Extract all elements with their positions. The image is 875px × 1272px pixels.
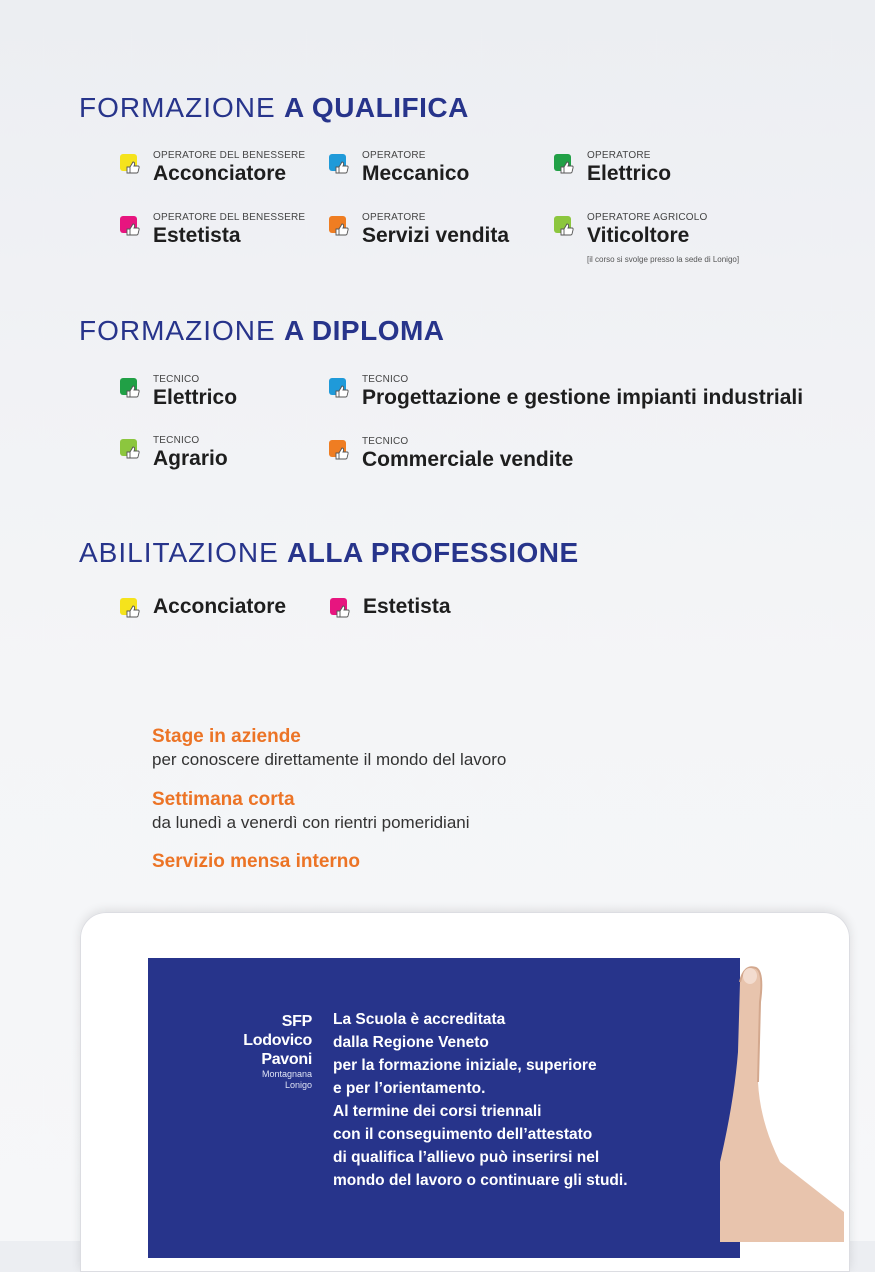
section-title-bold: ALLA PROFESSIONE: [287, 537, 579, 568]
course-sub: TECNICO: [153, 435, 200, 446]
course-agrario: [153, 435, 228, 471]
section-title-bold: A QUALIFICA: [283, 92, 469, 123]
section-title-light: FORMAZIONE: [79, 315, 276, 346]
text-line: Al termine dei corsi triennali: [333, 1103, 542, 1120]
feature-settimana: [152, 788, 470, 834]
thumbs-up-icon: [329, 378, 351, 400]
feature-stage: [152, 725, 506, 771]
course-elettrico-qualifica: [587, 150, 671, 186]
course-meccanico: [362, 150, 469, 186]
section-title-qualifica: [79, 92, 469, 124]
thumbs-up-icon: [329, 154, 351, 176]
course-acconciatore-abilitazione: [153, 595, 286, 619]
thumbs-up-icon: [554, 154, 576, 176]
course-sub: TECNICO: [362, 374, 409, 385]
course-commerciale-vendite: [362, 436, 573, 472]
course-name: Meccanico: [362, 162, 470, 185]
course-name: Acconciatore: [153, 162, 287, 185]
feature-desc: da lunedì a venerdì con rientri pomeridiani: [152, 813, 470, 832]
section-title-diploma: [79, 315, 445, 347]
text-line: mondo del lavoro o continuare gli studi.: [333, 1172, 628, 1189]
feature-title: Servizio mensa interno: [152, 851, 361, 872]
logo-line3: Pavoni: [261, 1051, 312, 1068]
course-name: Acconciatore: [153, 595, 287, 618]
thumbs-up-icon: [554, 216, 576, 238]
course-note: [il corso si svolge presso la sede di Lonigo]: [587, 255, 740, 264]
section-title-light: ABILITAZIONE: [79, 537, 279, 568]
course-acconciatore-qualifica: [153, 150, 305, 186]
thumbs-up-icon: [120, 216, 142, 238]
course-sub: TECNICO: [362, 436, 409, 447]
course-name: Commerciale vendite: [362, 448, 574, 471]
text-line: e per l’orientamento.: [333, 1080, 486, 1097]
course-sub: OPERATORE: [362, 212, 426, 223]
feature-title: Settimana corta: [152, 789, 295, 810]
feature-mensa: [152, 850, 360, 874]
course-name: Progettazione e gestione impianti industriali: [362, 386, 804, 409]
thumbs-up-icon: [120, 439, 142, 461]
course-estetista-qualifica: [153, 212, 305, 248]
thumbs-up-icon: [120, 378, 142, 400]
text-line: di qualifica l’allievo può inserirsi nel: [333, 1149, 600, 1166]
feature-desc: per conoscere direttamente il mondo del lavoro: [152, 750, 507, 769]
section-title-light: FORMAZIONE: [79, 92, 276, 123]
hand-image: [720, 962, 844, 1242]
text-line: dalla Regione Veneto: [333, 1034, 489, 1051]
thumbs-up-icon: [329, 216, 351, 238]
feature-title: Stage in aziende: [152, 726, 301, 747]
thumbs-up-icon: [329, 440, 351, 462]
section-title-abilitazione: [79, 537, 579, 569]
text-line: per la formazione iniziale, superiore: [333, 1057, 597, 1074]
course-elettrico-diploma: [153, 374, 237, 410]
logo-line2: Lodovico: [243, 1032, 312, 1049]
thumbs-up-icon: [330, 598, 352, 620]
school-logo: [222, 1012, 312, 1091]
course-sub: TECNICO: [153, 374, 200, 385]
course-sub: OPERATORE AGRICOLO: [587, 212, 708, 223]
course-sub: OPERATORE DEL BENESSERE: [153, 212, 306, 223]
thumbs-up-icon: [120, 598, 142, 620]
course-name: Estetista: [363, 595, 451, 618]
course-viticoltore: [587, 212, 739, 266]
course-sub: OPERATORE DEL BENESSERE: [153, 150, 306, 161]
course-progettazione: [362, 374, 803, 410]
course-name: Estetista: [153, 224, 241, 247]
course-sub: OPERATORE: [362, 150, 426, 161]
course-name: Elettrico: [153, 386, 238, 409]
text-line: La Scuola è accreditata: [333, 1011, 506, 1028]
course-name: Servizi vendita: [362, 224, 510, 247]
logo-place2: Lonigo: [284, 1080, 312, 1090]
logo-line1: SFP: [281, 1013, 312, 1030]
text-line: con il conseguimento dell’attestato: [333, 1126, 593, 1143]
course-name: Agrario: [153, 447, 228, 470]
course-estetista-abilitazione: [363, 595, 451, 619]
course-name: Elettrico: [587, 162, 672, 185]
accreditation-text: [333, 1008, 673, 1192]
thumbs-up-icon: [120, 154, 142, 176]
course-servizi-vendita: [362, 212, 509, 248]
logo-place1: Montagnana: [261, 1069, 312, 1079]
course-name: Viticoltore: [587, 224, 690, 247]
section-title-bold: A DIPLOMA: [283, 315, 445, 346]
course-sub: OPERATORE: [587, 150, 651, 161]
